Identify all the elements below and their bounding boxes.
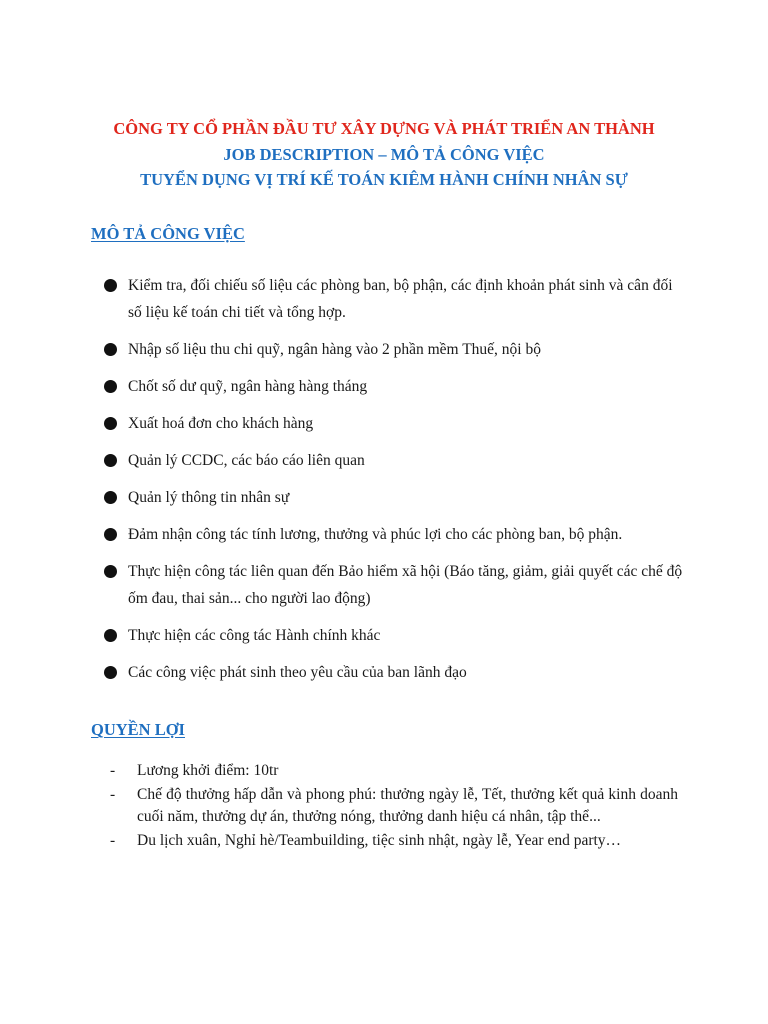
document-header [0, 116, 768, 193]
duty-text: Đảm nhận công tác tính lương, thưởng và phúc lợi cho các phòng ban, bộ phận. [128, 526, 623, 543]
bullet-icon [104, 417, 117, 430]
duty-text: Các công việc phát sinh theo yêu cầu của ban lãnh đạo [128, 664, 467, 681]
list-item [104, 484, 684, 511]
dash-bullet: - [110, 832, 116, 849]
benefits-list [110, 760, 678, 854]
list-item [104, 521, 684, 548]
bullet-icon [104, 565, 117, 578]
list-item [104, 336, 684, 363]
benefit-text: Lương khởi điểm: 10tr [137, 762, 279, 779]
company-name: CÔNG TY CỔ PHẦN ĐẦU TƯ XÂY DỰNG VÀ PHÁT TRIỂN AN THÀNH [113, 119, 655, 138]
bullet-icon [104, 629, 117, 642]
benefits-section-title: QUYỀN LỢI [91, 720, 185, 739]
list-item [104, 410, 684, 437]
duty-text: Quản lý thông tin nhân sự [128, 489, 290, 506]
bullet-icon [104, 528, 117, 541]
dash-bullet: - [110, 786, 116, 803]
list-item [104, 622, 684, 649]
list-item [104, 659, 684, 686]
duty-text: Nhập số liệu thu chi quỹ, ngân hàng vào 2 phần mềm Thuế, nội bộ [128, 341, 541, 358]
duty-text: Thực hiện công tác liên quan đến Bảo hiểm xã hội (Báo tăng, giảm, giải quyết các chế độ ốm đau, thai sản... cho người lao động) [128, 563, 683, 607]
list-item [104, 272, 684, 326]
duty-text: Quản lý CCDC, các báo cáo liên quan [128, 452, 365, 469]
bullet-icon [104, 380, 117, 393]
duties-section-title: MÔ TẢ CÔNG VIỆC [91, 224, 245, 243]
dash-bullet: - [110, 762, 116, 779]
list-item [110, 760, 678, 782]
document-title: JOB DESCRIPTION – MÔ TẢ CÔNG VIỆC [223, 144, 545, 164]
duty-text: Thực hiện các công tác Hành chính khác [128, 627, 381, 644]
duty-text: Xuất hoá đơn cho khách hàng [128, 415, 314, 432]
duty-text: Kiểm tra, đối chiếu số liệu các phòng ban, bộ phận, các định khoản phát sinh và cân đối số liệu kế toán chi tiết và tổng hợp. [128, 277, 673, 321]
bullet-icon [104, 666, 117, 679]
duty-text: Chốt số dư quỹ, ngân hàng hàng tháng [128, 378, 368, 395]
list-item [104, 373, 684, 400]
bullet-icon [104, 343, 117, 356]
list-item [110, 830, 678, 852]
list-item [104, 558, 684, 612]
bullet-icon [104, 491, 117, 504]
benefit-text: Chế độ thưởng hấp dẫn và phong phú: thưởng ngày lễ, Tết, thưởng kết quả kinh doanh cuối năm, thưởng dự án, thưởng nóng, thưởng danh hiệu cá nhân, tập thể... [137, 786, 678, 825]
list-item [110, 784, 678, 828]
benefit-text: Du lịch xuân, Nghỉ hè/Teambuilding, tiệc sinh nhật, ngày lễ, Year end party… [137, 832, 622, 849]
position-title: TUYỂN DỤNG VỊ TRÍ KẾ TOÁN KIÊM HÀNH CHÍNH NHÂN SỰ [140, 170, 628, 189]
duties-list [104, 272, 684, 696]
bullet-icon [104, 454, 117, 467]
list-item [104, 447, 684, 474]
bullet-icon [104, 279, 117, 292]
